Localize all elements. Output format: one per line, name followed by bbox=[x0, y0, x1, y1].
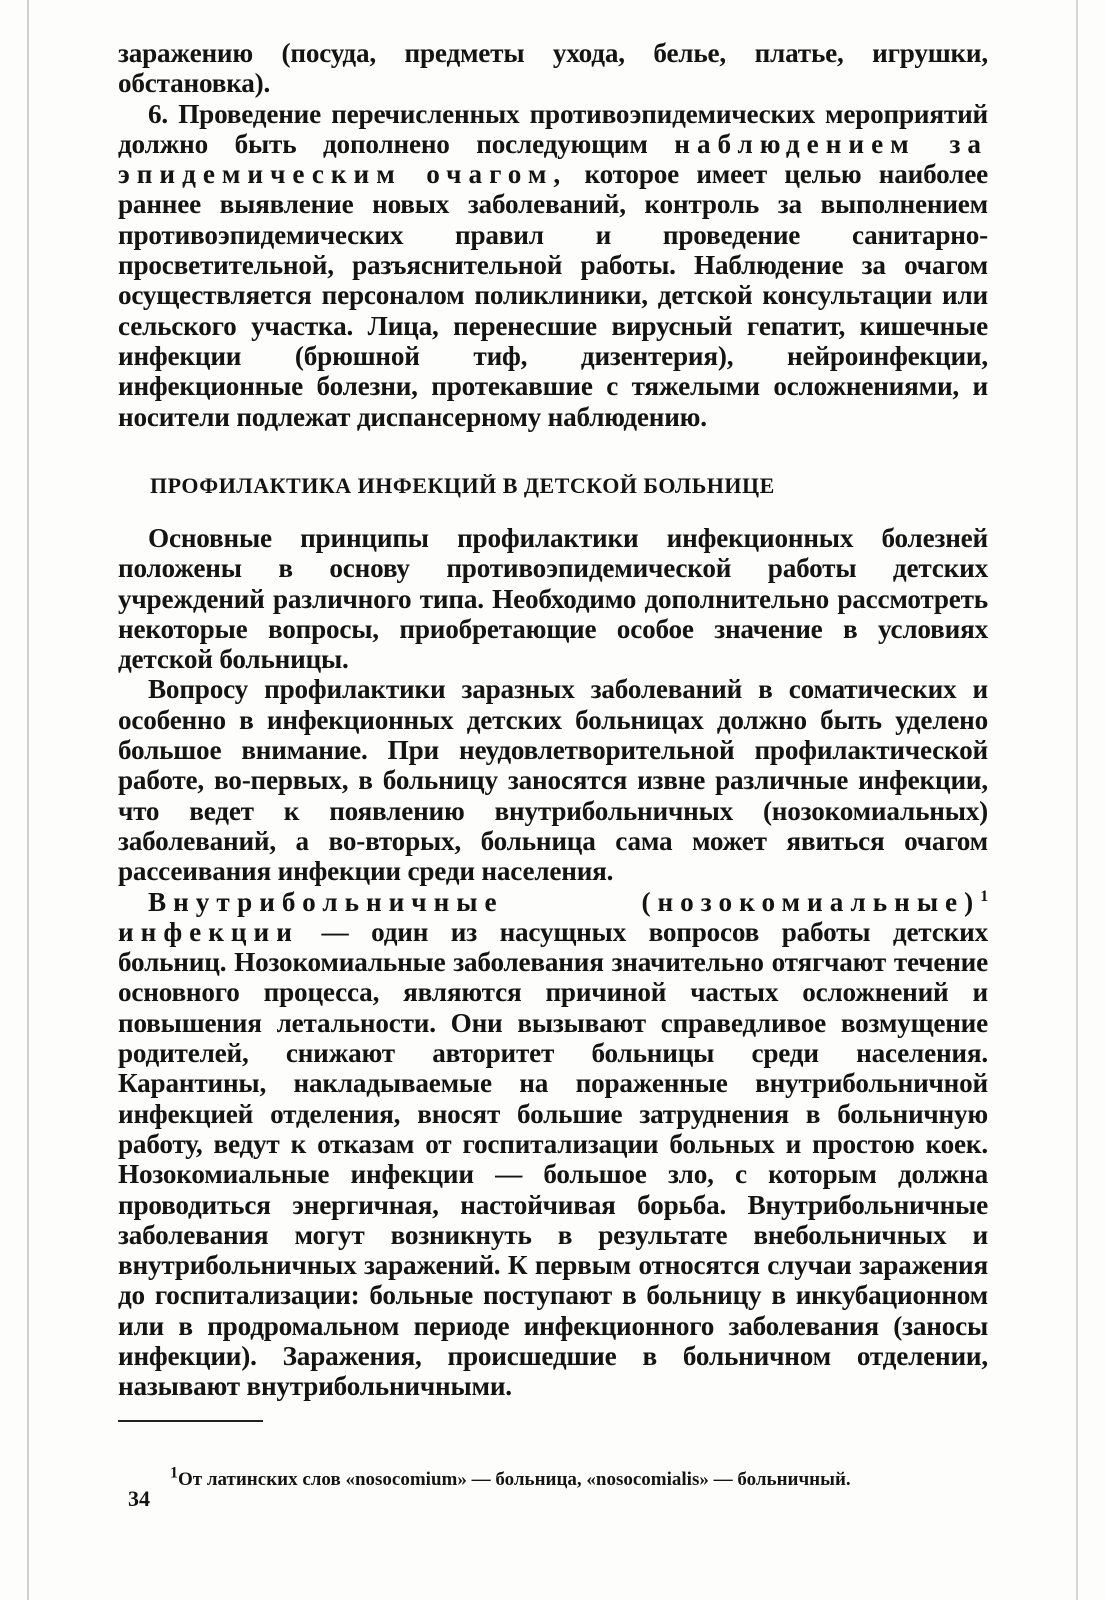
paragraph-nosocomial bbox=[118, 887, 988, 1402]
footnote bbox=[118, 1466, 988, 1493]
section-heading: ПРОФИЛАКТИКА ИНФЕКЦИЙ В ДЕТСКОЙ БОЛЬНИЦЕ bbox=[150, 473, 775, 498]
text-block-top bbox=[118, 38, 988, 432]
footnote-text: От латинских слов «nosocomium» — больница, «nosocomialis» — больничный. bbox=[178, 1469, 851, 1490]
page-number: 34 bbox=[128, 1486, 150, 1511]
paragraph-continuation: заражению (посуда, предметы ухода, белье, платье, игрушки, обстановка). bbox=[118, 38, 988, 99]
page-edge-right bbox=[1076, 0, 1078, 1600]
footnote-reference: 1 bbox=[980, 887, 988, 905]
paragraph-principles: Основные принципы профилактики инфекционных болезней положены в основу противоэпидемической работы детских учреждений различного типа. Необходимо дополнительно рассмотреть некоторые вопросы, приобретающие особое значение в условиях детской больницы. bbox=[118, 523, 988, 675]
text-block-section bbox=[118, 523, 988, 1402]
paragraph-prophylaxis: Вопросу профилактики заразных заболеваний в соматических и особенно в инфекционных детских больницах должно быть уделено большое внимание. При неудовлетворительной профилактической работе, во-первых, в больницу заносятся извне различные инфекции, что ведет к появлению внутрибольничных (нозокомиальных) заболеваний, а во-вторых, больница сама может явиться очагом рассеивания инфекции среди населения. bbox=[118, 674, 988, 887]
paragraph-nosocomial-rest: — один из насущных вопросов работы детских больниц. Нозокомиальные заболевания значительно отягчают течение основного процесса, являются причиной частых осложнений и повышения летальности. Они вызывают справедливое возмущение родителей, снижают авторитет больницы среди населения. Карантины, накладываемые на пораженные внутрибольничной инфекцией отделения, вносят большие затруднения в больничную работу, ведут к отказам от госпитализации больных и простою коек. Нозокомиальные инфекции — большое зло, с которым должна проводиться энергичная, настойчивая борьба. Внутрибольничные заболевания могут возникнуть в результате внебольничных и внутрибольничных заражений. К первым относятся случаи заражения до госпитализации: больные поступают в больницу в инкубационном или в продромальном периоде инфекционного заболевания (заносы инфекции). Заражения, происшедшие в больничном отделении, называют внутрибольничными. bbox=[118, 916, 988, 1402]
spaced-term-infections: инфекции bbox=[118, 916, 299, 947]
spaced-term-nosocomial: Внутрибольничные (нозокомиальные) bbox=[148, 886, 981, 917]
paragraph-item-6 bbox=[118, 99, 988, 432]
spaced-term-observation: наблюдением за эпидемическим очагом, bbox=[118, 128, 989, 190]
footnote-mark: 1 bbox=[170, 1464, 178, 1482]
footnote-divider bbox=[118, 1420, 263, 1422]
page-edge-left bbox=[27, 0, 29, 1600]
paragraph-item-6-rest: которое имеет целью наиболее раннее выявление новых заболеваний, контроль за выполнением противоэпидемических правил и проведение санитарно-просветительной, разъяснительной работы. Наблюдение за очагом осуществляется персоналом поликлиники, детской консультации или сельского участка. Лица, перенесшие вирусный гепатит, кишечные инфекции (брюшной тиф, дизентерия), нейроинфекции, инфекционные болезни, протекавшие с тяжелыми осложнениями, и носители подлежат диспансерному наблюдению. bbox=[118, 159, 988, 432]
paragraph-item-6-start: 6. Проведение перечисленных противоэпидемических мероприятий должно быть дополнено последующим bbox=[118, 98, 988, 159]
footnote-text-line bbox=[118, 1466, 988, 1493]
